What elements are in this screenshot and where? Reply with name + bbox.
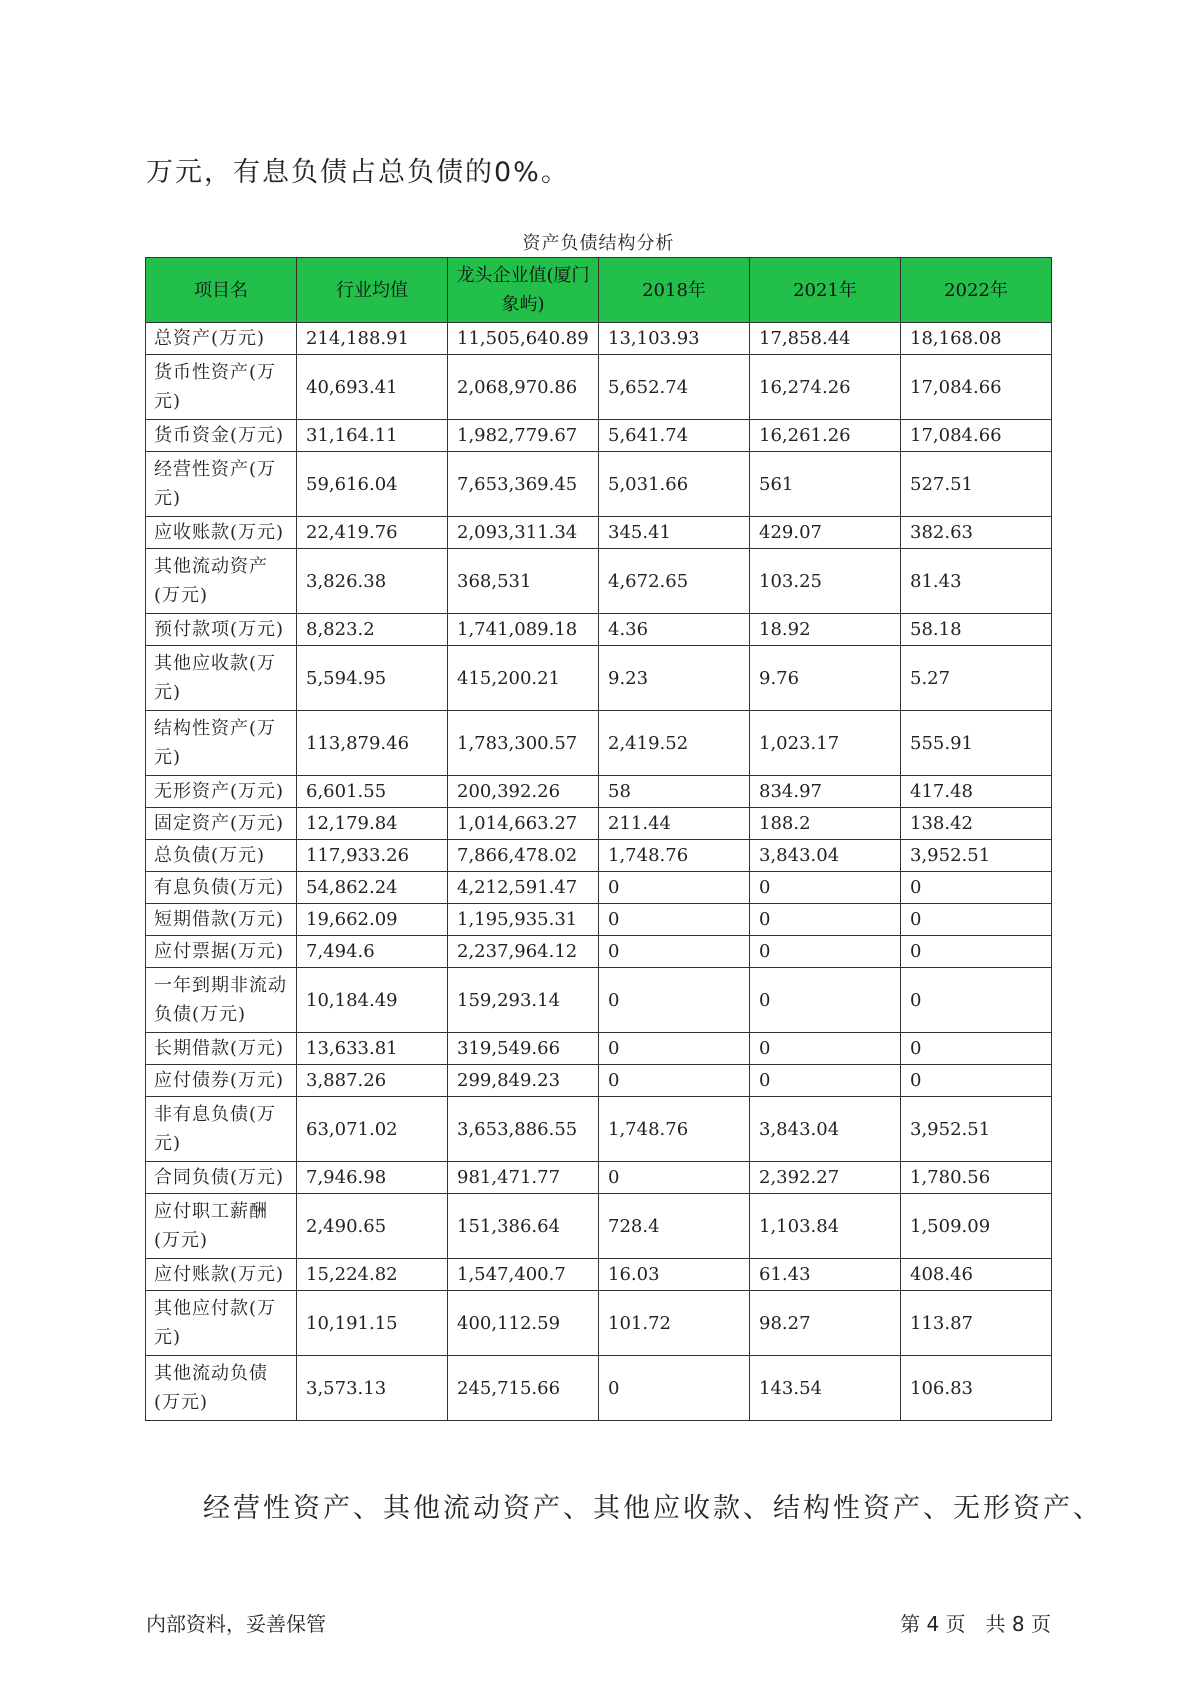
table-cell: 1,783,300.57 [448, 711, 599, 776]
row-label: 应付债券(万元) [146, 1065, 297, 1097]
table-row [146, 936, 1052, 968]
table-cell: 1,982,779.67 [448, 420, 599, 452]
table-cell: 1,103.84 [750, 1194, 901, 1259]
table-cell: 2,068,970.86 [448, 355, 599, 420]
table-cell: 61.43 [750, 1259, 901, 1291]
table-cell: 368,531 [448, 549, 599, 614]
table-cell: 0 [750, 872, 901, 904]
table-cell: 2,237,964.12 [448, 936, 599, 968]
row-label: 其他流动资产(万元) [146, 549, 297, 614]
table-cell: 11,505,640.89 [448, 323, 599, 355]
table-cell: 188.2 [750, 808, 901, 840]
table-row [146, 420, 1052, 452]
table-cell: 0 [599, 968, 750, 1033]
table-row [146, 1162, 1052, 1194]
table-row [146, 517, 1052, 549]
table-cell: 16,261.26 [750, 420, 901, 452]
table-caption: 资产负债结构分析 [522, 233, 675, 254]
table-cell: 19,662.09 [297, 904, 448, 936]
table-cell: 101.72 [599, 1291, 750, 1356]
table-cell: 200,392.26 [448, 776, 599, 808]
table-cell: 6,601.55 [297, 776, 448, 808]
table-cell: 7,494.6 [297, 936, 448, 968]
table-cell: 0 [599, 872, 750, 904]
table-cell: 22,419.76 [297, 517, 448, 549]
table-cell: 7,946.98 [297, 1162, 448, 1194]
table-cell: 18,168.08 [901, 323, 1052, 355]
row-label: 其他流动负债(万元) [146, 1356, 297, 1421]
table-body [146, 323, 1052, 1421]
table-cell: 0 [901, 968, 1052, 1033]
row-label: 非有息负债(万元) [146, 1097, 297, 1162]
table-cell: 3,573.13 [297, 1356, 448, 1421]
table-cell: 7,866,478.02 [448, 840, 599, 872]
row-label: 总负债(万元) [146, 840, 297, 872]
table-cell: 151,386.64 [448, 1194, 599, 1259]
table-cell: 319,549.66 [448, 1033, 599, 1065]
table-cell: 63,071.02 [297, 1097, 448, 1162]
table-cell: 2,392.27 [750, 1162, 901, 1194]
table-row [146, 1291, 1052, 1356]
table-row [146, 355, 1052, 420]
table-cell: 16,274.26 [750, 355, 901, 420]
table-cell: 0 [750, 904, 901, 936]
table-cell: 13,633.81 [297, 1033, 448, 1065]
table-row [146, 776, 1052, 808]
table-cell: 5.27 [901, 646, 1052, 711]
table-cell: 5,641.74 [599, 420, 750, 452]
table-row [146, 904, 1052, 936]
table-cell: 0 [750, 936, 901, 968]
table-cell: 4,212,591.47 [448, 872, 599, 904]
row-label: 合同负债(万元) [146, 1162, 297, 1194]
row-label: 无形资产(万元) [146, 776, 297, 808]
table-cell: 1,547,400.7 [448, 1259, 599, 1291]
table-row [146, 1356, 1052, 1421]
table-cell: 8,823.2 [297, 614, 448, 646]
table-cell: 18.92 [750, 614, 901, 646]
table-cell: 1,195,935.31 [448, 904, 599, 936]
table-row [146, 614, 1052, 646]
table-row [146, 711, 1052, 776]
table-cell: 211.44 [599, 808, 750, 840]
table-cell: 16.03 [599, 1259, 750, 1291]
table-cell: 58 [599, 776, 750, 808]
table-cell: 214,188.91 [297, 323, 448, 355]
table-cell: 1,741,089.18 [448, 614, 599, 646]
row-label: 短期借款(万元) [146, 904, 297, 936]
table-cell: 98.27 [750, 1291, 901, 1356]
table-row [146, 1259, 1052, 1291]
table-row [146, 1033, 1052, 1065]
header-item-name: 项目名 [146, 258, 297, 323]
table-cell: 0 [599, 936, 750, 968]
table-cell: 0 [901, 872, 1052, 904]
table-cell: 9.23 [599, 646, 750, 711]
table-cell: 3,952.51 [901, 1097, 1052, 1162]
table-cell: 0 [750, 1065, 901, 1097]
row-label: 应付职工薪酬(万元) [146, 1194, 297, 1259]
header-year-2018: 2018年 [599, 258, 750, 323]
table-cell: 3,843.04 [750, 1097, 901, 1162]
table-cell: 0 [901, 1033, 1052, 1065]
table-row [146, 323, 1052, 355]
table-cell: 1,014,663.27 [448, 808, 599, 840]
table-cell: 5,652.74 [599, 355, 750, 420]
table-row [146, 549, 1052, 614]
table-cell: 103.25 [750, 549, 901, 614]
table-cell: 138.42 [901, 808, 1052, 840]
table-row [146, 968, 1052, 1033]
table-cell: 113.87 [901, 1291, 1052, 1356]
table-cell: 17,084.66 [901, 355, 1052, 420]
row-label: 货币性资产(万元) [146, 355, 297, 420]
table-cell: 3,952.51 [901, 840, 1052, 872]
row-label: 应付票据(万元) [146, 936, 297, 968]
balance-sheet-table [145, 257, 1052, 1421]
intro-paragraph: 万元，有息负债占总负债的0%。 [146, 157, 570, 188]
table-cell: 10,191.15 [297, 1291, 448, 1356]
table-cell: 0 [750, 1033, 901, 1065]
table-cell: 9.76 [750, 646, 901, 711]
table-row [146, 1097, 1052, 1162]
table-cell: 0 [599, 1162, 750, 1194]
row-label: 总资产(万元) [146, 323, 297, 355]
table-cell: 1,748.76 [599, 840, 750, 872]
table-header [146, 258, 1052, 323]
table-cell: 2,490.65 [297, 1194, 448, 1259]
table-cell: 3,843.04 [750, 840, 901, 872]
table-cell: 5,594.95 [297, 646, 448, 711]
table-cell: 345.41 [599, 517, 750, 549]
table-cell: 417.48 [901, 776, 1052, 808]
table-cell: 3,826.38 [297, 549, 448, 614]
table-cell: 159,293.14 [448, 968, 599, 1033]
row-label: 一年到期非流动负债(万元) [146, 968, 297, 1033]
header-industry-avg: 行业均值 [297, 258, 448, 323]
row-label: 应收账款(万元) [146, 517, 297, 549]
table-cell: 15,224.82 [297, 1259, 448, 1291]
table-cell: 561 [750, 452, 901, 517]
table-cell: 1,748.76 [599, 1097, 750, 1162]
row-label: 经营性资产(万元) [146, 452, 297, 517]
table-cell: 728.4 [599, 1194, 750, 1259]
row-label: 固定资产(万元) [146, 808, 297, 840]
table-cell: 59,616.04 [297, 452, 448, 517]
table-cell: 10,184.49 [297, 968, 448, 1033]
table-cell: 143.54 [750, 1356, 901, 1421]
table-row [146, 840, 1052, 872]
footer-confidential-note: 内部资料，妥善保管 [146, 1612, 326, 1636]
table-cell: 106.83 [901, 1356, 1052, 1421]
table-cell: 81.43 [901, 549, 1052, 614]
table-cell: 0 [599, 1065, 750, 1097]
table-cell: 245,715.66 [448, 1356, 599, 1421]
row-label: 有息负债(万元) [146, 872, 297, 904]
table-cell: 4.36 [599, 614, 750, 646]
table-cell: 527.51 [901, 452, 1052, 517]
table-cell: 113,879.46 [297, 711, 448, 776]
row-label: 其他应付款(万元) [146, 1291, 297, 1356]
table-cell: 58.18 [901, 614, 1052, 646]
table-cell: 1,023.17 [750, 711, 901, 776]
table-cell: 0 [599, 1356, 750, 1421]
table-cell: 54,862.24 [297, 872, 448, 904]
table-cell: 7,653,369.45 [448, 452, 599, 517]
row-label: 应付账款(万元) [146, 1259, 297, 1291]
table-cell: 17,858.44 [750, 323, 901, 355]
table-row [146, 808, 1052, 840]
table-cell: 0 [901, 936, 1052, 968]
table-row [146, 1194, 1052, 1259]
table-cell: 0 [901, 1065, 1052, 1097]
header-leader-value: 龙头企业值(厦门象屿) [448, 258, 599, 323]
table-cell: 429.07 [750, 517, 901, 549]
table-cell: 2,093,311.34 [448, 517, 599, 549]
table-cell: 834.97 [750, 776, 901, 808]
table-cell: 408.46 [901, 1259, 1052, 1291]
table-cell: 981,471.77 [448, 1162, 599, 1194]
row-label: 结构性资产(万元) [146, 711, 297, 776]
table-cell: 4,672.65 [599, 549, 750, 614]
table-cell: 415,200.21 [448, 646, 599, 711]
table-cell: 31,164.11 [297, 420, 448, 452]
table-cell: 1,780.56 [901, 1162, 1052, 1194]
table-cell: 299,849.23 [448, 1065, 599, 1097]
table-cell: 40,693.41 [297, 355, 448, 420]
table-cell: 3,653,886.55 [448, 1097, 599, 1162]
table-cell: 13,103.93 [599, 323, 750, 355]
table-cell: 382.63 [901, 517, 1052, 549]
table-cell: 117,933.26 [297, 840, 448, 872]
table-cell: 0 [901, 904, 1052, 936]
table-cell: 555.91 [901, 711, 1052, 776]
footer-page-number: 第 4 页 共 8 页 [900, 1612, 1051, 1636]
table-cell: 400,112.59 [448, 1291, 599, 1356]
table-cell: 12,179.84 [297, 808, 448, 840]
table-row [146, 646, 1052, 711]
header-year-2021: 2021年 [750, 258, 901, 323]
row-label: 其他应收款(万元) [146, 646, 297, 711]
table-row [146, 872, 1052, 904]
table-cell: 0 [750, 968, 901, 1033]
table-cell: 3,887.26 [297, 1065, 448, 1097]
row-label: 长期借款(万元) [146, 1033, 297, 1065]
table-cell: 5,031.66 [599, 452, 750, 517]
table-cell: 0 [599, 1033, 750, 1065]
table-row [146, 452, 1052, 517]
table-cell: 0 [599, 904, 750, 936]
row-label: 货币资金(万元) [146, 420, 297, 452]
table-cell: 1,509.09 [901, 1194, 1052, 1259]
table-cell: 2,419.52 [599, 711, 750, 776]
table-cell: 17,084.66 [901, 420, 1052, 452]
body-paragraph: 经营性资产、其他流动资产、其他应收款、结构性资产、无形资产、 [203, 1493, 1103, 1524]
row-label: 预付款项(万元) [146, 614, 297, 646]
header-year-2022: 2022年 [901, 258, 1052, 323]
table-row [146, 1065, 1052, 1097]
